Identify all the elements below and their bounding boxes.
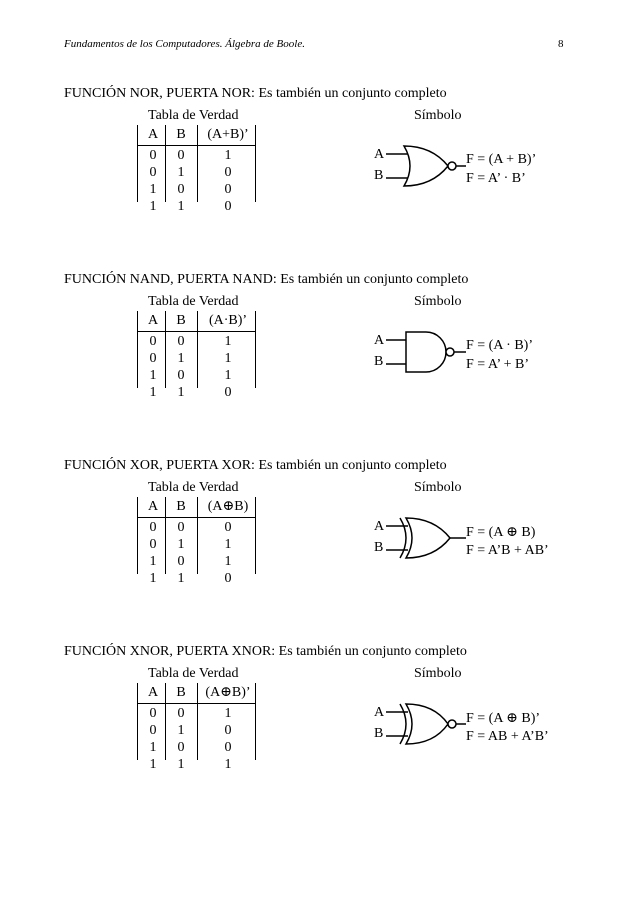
table-right-border xyxy=(255,125,256,202)
truth-table xyxy=(137,311,255,428)
xnor-gate-icon xyxy=(386,702,466,746)
section-title: FUNCIÓN NAND, PUERTA NAND: Es también un conjunto completo xyxy=(64,272,469,287)
table-header-divider xyxy=(137,331,255,332)
table-cell: 1 xyxy=(177,537,185,552)
table-cell: 1 xyxy=(149,757,157,772)
table-cell: 0 xyxy=(177,706,185,721)
truth-table-caption: Tabla de Verdad xyxy=(148,294,239,309)
section-title: FUNCIÓN XOR, PUERTA XOR: Es también un conjunto completo xyxy=(64,458,447,473)
table-divider xyxy=(165,497,166,574)
truth-table-caption: Tabla de Verdad xyxy=(148,108,239,123)
section-xor xyxy=(0,458,638,608)
truth-table-caption: Tabla de Verdad xyxy=(148,666,239,681)
input-a-label: A xyxy=(374,333,385,348)
input-a-label: A xyxy=(374,519,385,534)
table-cell: 1 xyxy=(177,757,185,772)
table-cell: 1 xyxy=(149,368,157,383)
table-cell: 0 xyxy=(177,554,185,569)
formula-secondary: F = AB + A’B’ xyxy=(466,729,549,744)
table-cell: 0 xyxy=(177,520,185,535)
table-cell: 1 xyxy=(149,199,157,214)
symbol-caption: Símbolo xyxy=(414,480,462,495)
table-cell: 1 xyxy=(149,571,157,586)
table-divider xyxy=(165,125,166,202)
table-cell: 1 xyxy=(224,537,232,552)
table-cell: 1 xyxy=(177,723,185,738)
truth-table xyxy=(137,125,255,242)
input-a-label: A xyxy=(374,705,385,720)
table-cell: 0 xyxy=(224,199,232,214)
table-cell: 0 xyxy=(149,537,157,552)
table-header-divider xyxy=(137,145,255,146)
table-divider xyxy=(197,497,198,574)
table-cell: 1 xyxy=(149,740,157,755)
section-title: FUNCIÓN XNOR, PUERTA XNOR: Es también un conjunto completo xyxy=(64,644,467,659)
input-b-label: B xyxy=(374,540,384,555)
section-title: FUNCIÓN NOR, PUERTA NOR: Es también un conjunto completo xyxy=(64,86,447,101)
header-a: A xyxy=(147,499,159,514)
header-b: B xyxy=(176,499,186,514)
table-divider xyxy=(197,683,198,760)
table-cell: 1 xyxy=(224,334,232,349)
table-left-border xyxy=(137,311,138,388)
formula-secondary: F = A’ · B’ xyxy=(466,171,526,186)
symbol-caption: Símbolo xyxy=(414,666,462,681)
table-cell: 0 xyxy=(224,385,232,400)
table-cell: 1 xyxy=(149,554,157,569)
table-cell: 0 xyxy=(224,723,232,738)
formula-secondary: F = A’B + AB’ xyxy=(466,543,549,558)
table-cell: 0 xyxy=(149,165,157,180)
section-nor xyxy=(0,86,638,236)
table-cell: 0 xyxy=(224,571,232,586)
table-cell: 1 xyxy=(149,182,157,197)
table-cell: 0 xyxy=(149,706,157,721)
table-cell: 1 xyxy=(224,368,232,383)
table-cell: 0 xyxy=(224,740,232,755)
table-cell: 1 xyxy=(177,385,185,400)
table-cell: 1 xyxy=(224,148,232,163)
table-cell: 0 xyxy=(177,368,185,383)
header-b: B xyxy=(176,127,186,142)
truth-table xyxy=(137,497,255,614)
nor-gate-icon xyxy=(386,144,466,188)
table-cell: 0 xyxy=(224,520,232,535)
table-header-divider xyxy=(137,703,255,704)
header-f: (A⊕B) xyxy=(207,499,249,514)
table-right-border xyxy=(255,497,256,574)
formula-primary: F = (A + B)’ xyxy=(466,152,537,167)
table-cell: 0 xyxy=(149,723,157,738)
section-xnor xyxy=(0,644,638,794)
table-cell: 1 xyxy=(224,757,232,772)
table-right-border xyxy=(255,683,256,760)
table-cell: 0 xyxy=(149,148,157,163)
table-cell: 0 xyxy=(177,740,185,755)
table-cell: 0 xyxy=(149,520,157,535)
table-cell: 1 xyxy=(177,351,185,366)
input-a-label: A xyxy=(374,147,385,162)
table-cell: 1 xyxy=(177,571,185,586)
header-f: (A·B)’ xyxy=(208,313,248,328)
table-divider xyxy=(197,125,198,202)
table-left-border xyxy=(137,683,138,760)
table-divider xyxy=(165,311,166,388)
formula-primary: F = (A ⊕ B)’ xyxy=(466,711,541,726)
table-left-border xyxy=(137,497,138,574)
nand-gate-icon xyxy=(386,330,466,374)
table-cell: 0 xyxy=(149,334,157,349)
formula-secondary: F = A’ + B’ xyxy=(466,357,529,372)
table-cell: 1 xyxy=(224,351,232,366)
symbol-caption: Símbolo xyxy=(414,108,462,123)
table-cell: 1 xyxy=(224,706,232,721)
input-b-label: B xyxy=(374,354,384,369)
section-nand xyxy=(0,272,638,422)
table-cell: 1 xyxy=(224,554,232,569)
table-cell: 0 xyxy=(224,165,232,180)
table-divider xyxy=(197,311,198,388)
xor-gate-icon xyxy=(386,516,466,560)
formula-primary: F = (A · B)’ xyxy=(466,338,534,353)
input-b-label: B xyxy=(374,168,384,183)
input-b-label: B xyxy=(374,726,384,741)
truth-table xyxy=(137,683,255,800)
table-cell: 0 xyxy=(177,148,185,163)
table-header-divider xyxy=(137,517,255,518)
truth-table-caption: Tabla de Verdad xyxy=(148,480,239,495)
symbol-caption: Símbolo xyxy=(414,294,462,309)
header-f: (A+B)’ xyxy=(207,127,249,142)
table-cell: 0 xyxy=(224,182,232,197)
header-b: B xyxy=(176,313,186,328)
table-right-border xyxy=(255,311,256,388)
header-a: A xyxy=(147,127,159,142)
page-number: 8 xyxy=(558,38,564,50)
header-b: B xyxy=(176,685,186,700)
table-divider xyxy=(165,683,166,760)
table-left-border xyxy=(137,125,138,202)
table-cell: 1 xyxy=(177,165,185,180)
table-cell: 1 xyxy=(149,385,157,400)
page-header-title: Fundamentos de los Computadores. Álgebra de Boole. xyxy=(64,38,305,50)
header-f: (A⊕B)’ xyxy=(205,685,251,700)
table-cell: 0 xyxy=(149,351,157,366)
table-cell: 1 xyxy=(177,199,185,214)
header-a: A xyxy=(147,685,159,700)
formula-primary: F = (A ⊕ B) xyxy=(466,525,536,540)
table-cell: 0 xyxy=(177,182,185,197)
header-a: A xyxy=(147,313,159,328)
table-cell: 0 xyxy=(177,334,185,349)
